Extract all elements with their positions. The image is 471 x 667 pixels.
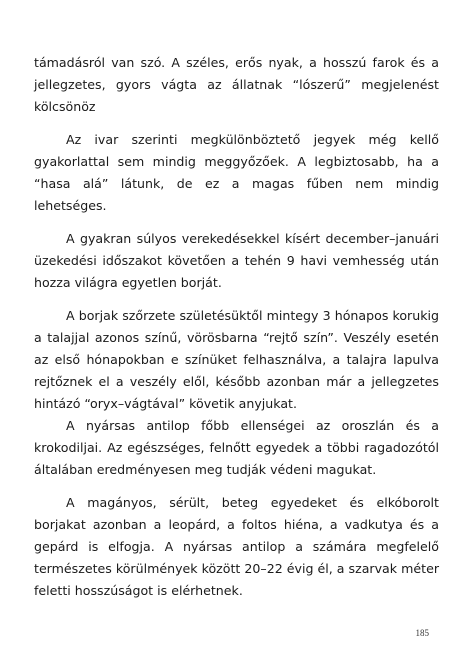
paragraph-3: A gyakran súlyos verekedésekkel kísért december–januári üzekedési időszakot követően a tehén 9 havi vemhesség után hozza világra egyetlen borját. <box>34 231 439 290</box>
page-number: 185 <box>415 628 429 638</box>
paragraph-2: Az ivar szerinti megkülönböztető jegyek még kellő gyakorlattal sem mindig meggyőzőek. A legbiztosabb, ha a “hasa alá” látunk, de ez a magas fűben nem mindig lehetséges. <box>34 132 439 213</box>
page-text <box>34 52 439 613</box>
paragraph-4: A borjak szőrzete születésüktől mintegy 3 hónapos korukig a talajjal azonos színű, vörösbarna “rejtő szín”. Veszély esetén az első hónapokban e színüket felhasználva, a talajra lapulva rejtőznek el a veszély elől, később azonban már a jellegzetes hintázó “oryx–vágtával” követik anyjukat. <box>34 308 439 411</box>
paragraph-1: támadásról van szó. A széles, erős nyak, a hosszú farok és a jellegzetes, gyors vágta az állatnak “lószerű” megjelenést kölcsönöz <box>34 55 439 114</box>
paragraph-5: A nyársas antilop főbb ellenségei az oroszlán és a krokodiljai. Az egészséges, felnőtt egyedek a többi ragadozótól általában eredményesen meg tudják védeni magukat. <box>34 418 439 477</box>
paragraph-6: A magányos, sérült, beteg egyedeket és elkóborolt borjakat azonban a leopárd, a foltos hiéna, a vadkutya és a gepárd is elfogja. A nyársas antilop a számára megfelelő természetes körülmények között 20–22 évig él, a szarvak méter feletti hosszúságot is elérhetnek. <box>34 495 439 598</box>
